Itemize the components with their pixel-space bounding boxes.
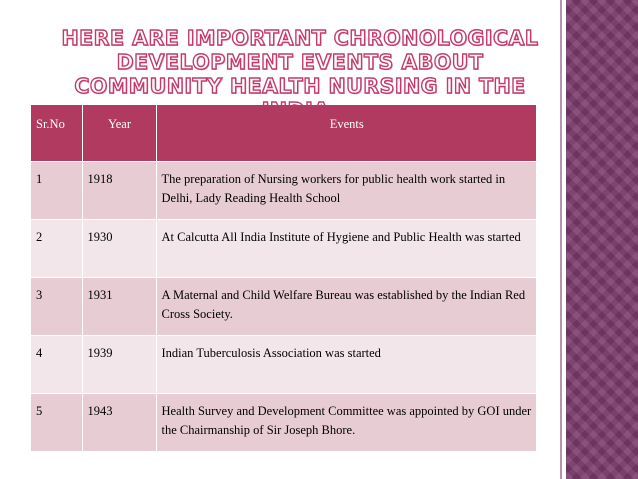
- cell-sr-no: 1: [31, 161, 82, 219]
- cell-event: The preparation of Nursing workers for public health work started in Delhi, Lady Reading Health School: [156, 161, 536, 219]
- table-row: [31, 219, 536, 277]
- table-row: [31, 335, 536, 393]
- table-row: [31, 277, 536, 335]
- events-table: [31, 105, 536, 452]
- table-header-row: [31, 105, 536, 161]
- cell-year: 1943: [82, 393, 156, 451]
- cell-sr-no: 5: [31, 393, 82, 451]
- decorative-side-band: [566, 0, 638, 479]
- cell-year: 1930: [82, 219, 156, 277]
- slide-title: HERE ARE IMPORTANT CHRONOLOGICAL DEVELOPMENT EVENTS ABOUT COMMUNITY HEALTH NURSING IN THE: [61, 26, 539, 98]
- cell-event: Health Survey and Development Committee was appointed by GOI under the Chairmanship of Sir Joseph Bhore.: [156, 393, 536, 451]
- cell-event: At Calcutta All India Institute of Hygiene and Public Health was started: [156, 219, 536, 277]
- cell-sr-no: 2: [31, 219, 82, 277]
- side-divider-line: [560, 0, 562, 479]
- header-year: Year: [82, 105, 156, 161]
- cell-event: A Maternal and Child Welfare Bureau was established by the Indian Red Cross Society.: [156, 277, 536, 335]
- cell-sr-no: 3: [31, 277, 82, 335]
- table-row: [31, 393, 536, 451]
- cell-year: 1918: [82, 161, 156, 219]
- header-sr-no: Sr.No: [31, 105, 82, 161]
- cell-event: Indian Tuberculosis Association was started: [156, 335, 536, 393]
- cell-year: 1931: [82, 277, 156, 335]
- cell-year: 1939: [82, 335, 156, 393]
- table-row: [31, 161, 536, 219]
- header-events: Events: [156, 105, 536, 161]
- cell-sr-no: 4: [31, 335, 82, 393]
